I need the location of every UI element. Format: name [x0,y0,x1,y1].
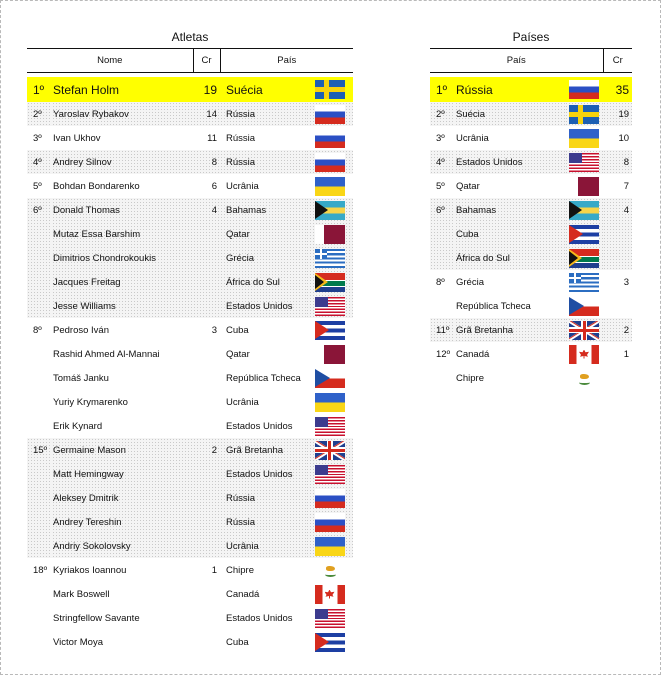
athletes-rows [27,77,353,654]
cr-cell: 14 [193,102,220,126]
athlete-name: Rashid Ahmed Al-Mannai [53,348,160,360]
athlete-name: Victor Moya [53,636,103,648]
athlete-name: Donald Thomas [52,198,193,222]
flag-cell [306,534,353,558]
table-row [27,366,353,390]
cr-cell [193,582,220,606]
flag-rsa-icon [569,249,599,268]
table-row [27,390,353,414]
athlete-name: Stefan Holm [52,77,193,102]
athlete-name: Andrey Tereshin [52,510,193,534]
country-name: Rússia [220,102,306,126]
cr-cell [603,366,632,390]
countries-panel [430,26,632,390]
cr-cell: 8 [193,150,220,174]
country-name: República Tcheca [226,372,301,384]
country-name: Chipre [226,564,254,576]
flag-cell [565,342,603,366]
cr-cell: 6 [211,180,217,192]
table-row [430,270,632,294]
flag-cell [306,77,353,102]
header-name: Nome [27,49,193,73]
table-row [27,510,353,534]
athlete-name: Stringfellow Savante [53,612,140,624]
rank-cell [430,246,455,270]
cr-cell [193,414,220,438]
cr-cell [603,246,632,270]
table-row [27,582,353,606]
flag-cell [306,174,353,198]
table-row [27,126,353,150]
flag-cell [565,102,603,126]
flag-cell [306,246,353,270]
athlete-name: Ivan Ukhov [53,132,101,144]
flag-cell [306,630,353,654]
cr-cell [603,294,632,318]
flag-gbr-icon [569,321,599,340]
country-name: Estados Unidos [226,612,293,624]
flag-rus-icon [315,489,345,508]
country-name: Bahamas [220,198,306,222]
athlete-name: Erik Kynard [53,420,103,432]
rank-cell: 6º [430,198,455,222]
country-name: Cuba [455,222,565,246]
rank-cell: 1º [430,77,455,102]
rank-cell [27,390,52,414]
cr-cell: 2 [193,438,220,462]
cr-cell [193,366,220,390]
flag-cze-icon [315,369,345,388]
flag-usa-icon [315,417,345,436]
cr-cell [193,342,220,366]
athlete-name: Tomáš Janku [53,372,109,384]
country-name: Rússia [220,150,306,174]
country-name: Rússia [226,132,256,144]
flag-cell [565,222,603,246]
flag-cell [565,77,603,102]
country-name: Estados Unidos [455,150,565,174]
rank-cell [27,510,52,534]
flag-cell [565,318,603,342]
flag-cell [565,174,603,198]
country-name: Qatar [220,222,306,246]
table-row [27,558,353,582]
rank-cell [27,246,52,270]
flag-swe-icon [569,105,599,124]
cr-cell [193,510,220,534]
rank-cell: 8º [33,324,42,336]
flag-cell [306,270,353,294]
country-name: Cuba [226,636,249,648]
flag-cell [565,150,603,174]
country-name: África do Sul [455,246,565,270]
flag-swe-icon [315,80,345,99]
flag-ukr-icon [569,129,599,148]
country-name: Suécia [455,102,565,126]
country-name: Ucrânia [226,180,259,192]
country-name: Canadá [456,348,490,360]
athlete-name: Pedroso Iván [53,324,109,336]
rank-cell [430,366,455,390]
rank-cell: 8º [436,276,445,288]
table-row [430,222,632,246]
flag-rus-icon [315,513,345,532]
cr-cell [193,222,220,246]
table-row [27,438,353,462]
country-name: Estados Unidos [220,462,306,486]
flag-cell [306,462,353,486]
country-name: Estados Unidos [226,420,293,432]
athlete-name: Aleksey Dmitrik [52,486,193,510]
country-name: República Tcheca [456,300,531,312]
rank-cell [27,342,52,366]
country-name: África do Sul [220,270,306,294]
flag-rus-icon [315,129,345,148]
flag-cell [306,198,353,222]
athlete-name: Yaroslav Rybakov [52,102,193,126]
cr-cell: 11 [207,132,217,144]
country-name: Cuba [226,324,249,336]
flag-cell [306,126,353,150]
country-name: Estados Unidos [220,294,306,318]
cr-cell: 4 [193,198,220,222]
cr-cell: 1 [211,564,217,576]
flag-qat-icon [315,345,345,364]
rank-cell: 3º [33,132,42,144]
flag-cell [565,246,603,270]
table-row [430,126,632,150]
athlete-name: Bohdan Bondarenko [53,180,140,192]
rank-cell [27,486,52,510]
flag-ukr-icon [315,393,345,412]
country-name: Qatar [226,348,250,360]
rank-cell: 3º [436,132,445,144]
flag-cell [565,198,603,222]
flag-cub-icon [569,225,599,244]
flag-cell [306,582,353,606]
flag-cell [306,414,353,438]
athlete-name: Yuriy Krymarenko [53,396,128,408]
rank-cell [27,462,52,486]
rank-cell: 5º [33,180,42,192]
rank-cell: 2º [430,102,455,126]
table-row [430,342,632,366]
flag-ukr-icon [315,177,345,196]
countries-rows [430,77,632,390]
table-row [27,174,353,198]
flag-rus-icon [315,153,345,172]
table-row [27,462,353,486]
country-name: Ucrânia [226,396,259,408]
country-name: Ucrânia [220,534,306,558]
flag-bah-icon [569,201,599,220]
cr-cell [193,606,220,630]
table-row [27,150,353,174]
rank-cell [430,294,455,318]
country-name: Ucrânia [456,132,489,144]
flag-cell [306,102,353,126]
athlete-name: Mutaz Essa Barshim [52,222,193,246]
rank-cell [27,582,52,606]
rank-cell: 4º [27,150,52,174]
rank-cell [27,294,52,318]
rank-cell: 2º [27,102,52,126]
flag-qat-icon [569,177,599,196]
athletes-panel [27,26,353,654]
cr-cell: 10 [618,132,630,144]
cr-cell: 35 [603,77,632,102]
rank-cell [27,366,52,390]
rank-cell: 18º [33,564,48,576]
cr-cell: 19 [193,77,220,102]
flag-gbr-icon [315,441,345,460]
flag-ukr-icon [315,537,345,556]
flag-cell [565,270,603,294]
table-row [27,486,353,510]
country-name: Canadá [226,588,260,600]
flag-cell [565,294,603,318]
header-country: País [430,49,603,73]
table-row [27,630,353,654]
athlete-name: Dimitrios Chondrokoukis [52,246,193,270]
cr-cell [193,270,220,294]
table-row [430,150,632,174]
table-row [27,534,353,558]
athlete-name: Matt Hemingway [52,462,193,486]
table-row [27,77,353,102]
cr-cell [193,486,220,510]
rank-cell [27,414,52,438]
table-row [430,174,632,198]
table-row [27,606,353,630]
header-cr: Cr [193,49,220,73]
header-country: País [220,49,353,73]
cr-cell [193,246,220,270]
rank-cell [27,222,52,246]
flag-cell [306,486,353,510]
country-name: Grécia [220,246,306,270]
table-row [430,366,632,390]
athlete-name: Jacques Freitag [52,270,193,294]
rank-cell [430,222,455,246]
athlete-name: Mark Boswell [53,588,110,600]
country-name: Suécia [220,77,306,102]
rank-cell: 15º [27,438,52,462]
countries-title: Países [512,30,550,44]
cr-cell: 4 [603,198,632,222]
athlete-name: Germaine Mason [52,438,193,462]
cr-cell [193,294,220,318]
table-row [27,294,353,318]
flag-can-icon [315,585,345,604]
table-row [27,270,353,294]
table-row [27,102,353,126]
flag-usa-icon [315,609,345,628]
flag-cell [306,342,353,366]
country-name: Grã Bretanha [455,318,565,342]
table-row [27,198,353,222]
flag-usa-icon [569,153,599,172]
flag-cell [306,366,353,390]
rank-cell [27,606,52,630]
flag-cub-icon [315,633,345,652]
table-row [27,414,353,438]
athlete-name: Jesse Williams [52,294,193,318]
table-row [430,294,632,318]
flag-cell [306,438,353,462]
country-name: Grã Bretanha [220,438,306,462]
cr-cell: 1 [623,348,630,360]
table-row [27,342,353,366]
flag-cell [306,510,353,534]
athlete-name: Kyriakos Ioannou [53,564,127,576]
flag-rsa-icon [315,273,345,292]
table-row [430,77,632,102]
cr-cell [193,534,220,558]
rank-cell: 11º [430,318,455,342]
athlete-name: Andriy Sokolovsky [52,534,193,558]
cr-cell: 19 [603,102,632,126]
flag-bah-icon [315,201,345,220]
table-row [430,198,632,222]
flag-cell [565,126,603,150]
rank-cell: 5º [436,180,445,192]
flag-gre-icon [569,273,599,292]
flag-cell [306,294,353,318]
table-row [27,222,353,246]
table-row [430,246,632,270]
flag-usa-icon [315,465,345,484]
cr-cell: 7 [623,180,630,192]
cr-cell [603,222,632,246]
cr-cell [193,390,220,414]
header-cr: Cr [603,49,632,73]
flag-can-icon [569,345,599,364]
country-name: Rússia [220,486,306,510]
flag-rus-icon [569,80,599,99]
cr-cell [193,630,220,654]
rank-cell: 1º [27,77,52,102]
country-name: Rússia [455,77,565,102]
athlete-name: Andrey Silnov [52,150,193,174]
rank-cell: 12º [436,348,451,360]
rank-cell [27,630,52,654]
flag-cell [565,366,603,390]
flag-cell [306,318,353,342]
flag-cell [306,222,353,246]
flag-rus-icon [315,105,345,124]
table-row [430,102,632,126]
flag-qat-icon [315,225,345,244]
flag-cub-icon [315,321,345,340]
athletes-title: Atletas [171,30,209,44]
country-name: Grécia [456,276,484,288]
country-name: Chipre [456,372,484,384]
country-name: Qatar [456,180,480,192]
country-name: Bahamas [455,198,565,222]
rank-cell: 6º [27,198,52,222]
flag-gre-icon [315,249,345,268]
flag-cze-icon [569,297,599,316]
cr-cell: 3 [623,276,630,288]
rank-cell: 4º [430,150,455,174]
flag-cell [306,606,353,630]
flag-cyp-icon [569,369,599,388]
flag-usa-icon [315,297,345,316]
table-row [27,318,353,342]
flag-cell [306,390,353,414]
country-name: Rússia [220,510,306,534]
flag-cell [306,558,353,582]
athletes-table [27,48,353,654]
countries-table [430,48,632,390]
table-row [27,246,353,270]
rank-cell [27,534,52,558]
cr-cell: 8 [603,150,632,174]
cr-cell: 2 [603,318,632,342]
flag-cyp-icon [315,561,345,580]
cr-cell [193,462,220,486]
cr-cell: 3 [211,324,217,336]
table-row [430,318,632,342]
flag-cell [306,150,353,174]
rank-cell [27,270,52,294]
